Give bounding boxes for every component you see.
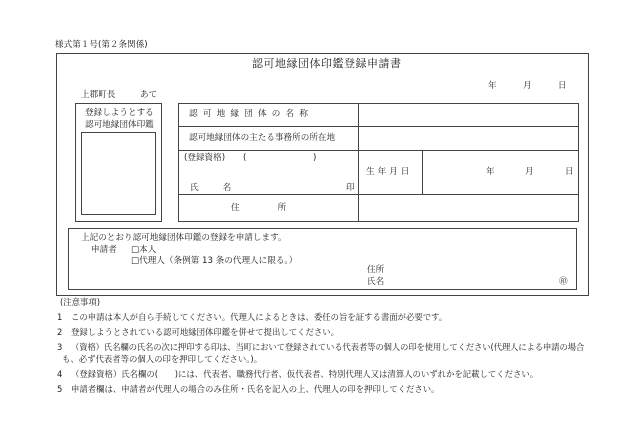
rep-seal-char: 印 (346, 183, 355, 193)
note-text: 登録しようとされている認可地縁団体印鑑を併せて提出してください。 (71, 327, 339, 337)
qualification-paren-close: ) (313, 153, 317, 163)
note-number: 5 (57, 384, 63, 394)
note-text: も、必ず代表者等の個人の印を押印してください。)。 (62, 354, 263, 364)
org-table-divider (178, 150, 579, 151)
form-number: 様式第１号(第２条関係) (55, 40, 148, 50)
qualification-paren-open: ( (243, 153, 247, 163)
seal-box-label-1: 登録しようとする (85, 108, 154, 118)
date-month-label: 月 (523, 81, 532, 91)
option-self[interactable]: □本人 (131, 245, 157, 255)
birth-month-label: 月 (525, 167, 534, 177)
note-number: 4 (57, 369, 63, 379)
form-title: 認可地縁団体印鑑登録申請書 (252, 57, 402, 70)
notes-heading: (注意事項) (60, 297, 101, 307)
birth-day-label: 日 (565, 167, 574, 177)
birth-year-label: 年 (486, 167, 495, 177)
addressee-town: 上郡町長 (81, 90, 116, 100)
note-text: この申請は本人が自ら手続してください。代理人によるときは、委任の旨を証する書面が必要です。 (71, 312, 448, 322)
date-day-label: 日 (558, 81, 567, 91)
org-name-label: 認可地縁団体の名称 (189, 109, 314, 119)
addressee-ate: あて (140, 90, 158, 100)
applicant-label: 申請者 (91, 245, 117, 255)
seal-box-label-2: 認可地縁団体印鑑 (85, 120, 154, 130)
note-number: 3 (57, 342, 63, 352)
org-table-divider (178, 126, 579, 127)
option-agent[interactable]: □代理人（条例第 13 条の代理人に限る。） (131, 256, 298, 266)
birth-date-label: 生年月日 (366, 167, 413, 177)
seal-stamp-area[interactable] (81, 132, 156, 215)
note-number: 2 (57, 327, 63, 337)
address-label: 住所 (231, 203, 325, 213)
org-table-divider (422, 150, 423, 194)
note-text: （資格）氏名欄の氏名の次に押印する印は、当町において登録されている代表者等の個人の印を使用してください(代理人による申請の場合 (71, 342, 585, 352)
org-office-label: 認可地縁団体の主たる事務所の所在地 (189, 133, 336, 143)
org-table-divider (178, 194, 579, 195)
seal-mark: ㊞ (559, 277, 568, 287)
note-text: （登録資格）氏名欄の( )には、代表者、職務代行者、仮代表者、特別代理人又は清算人のいずれかを記載してください。 (71, 369, 539, 379)
note-text: 申請者欄は、申請者が代理人の場合のみ住所・氏名を記入の上、代理人の印を押印してください。 (71, 384, 440, 394)
rep-name-label: 氏名 (190, 183, 256, 193)
qualification-label: (登録資格) (184, 153, 226, 163)
application-name-label: 氏名 (367, 277, 385, 287)
org-table-divider (358, 103, 359, 222)
application-statement: 上記のとおり認可地縁団体印鑑の登録を申請します。 (81, 233, 287, 243)
application-address-label: 住所 (367, 265, 385, 275)
note-number: 1 (57, 312, 63, 322)
date-year-label: 年 (488, 81, 497, 91)
